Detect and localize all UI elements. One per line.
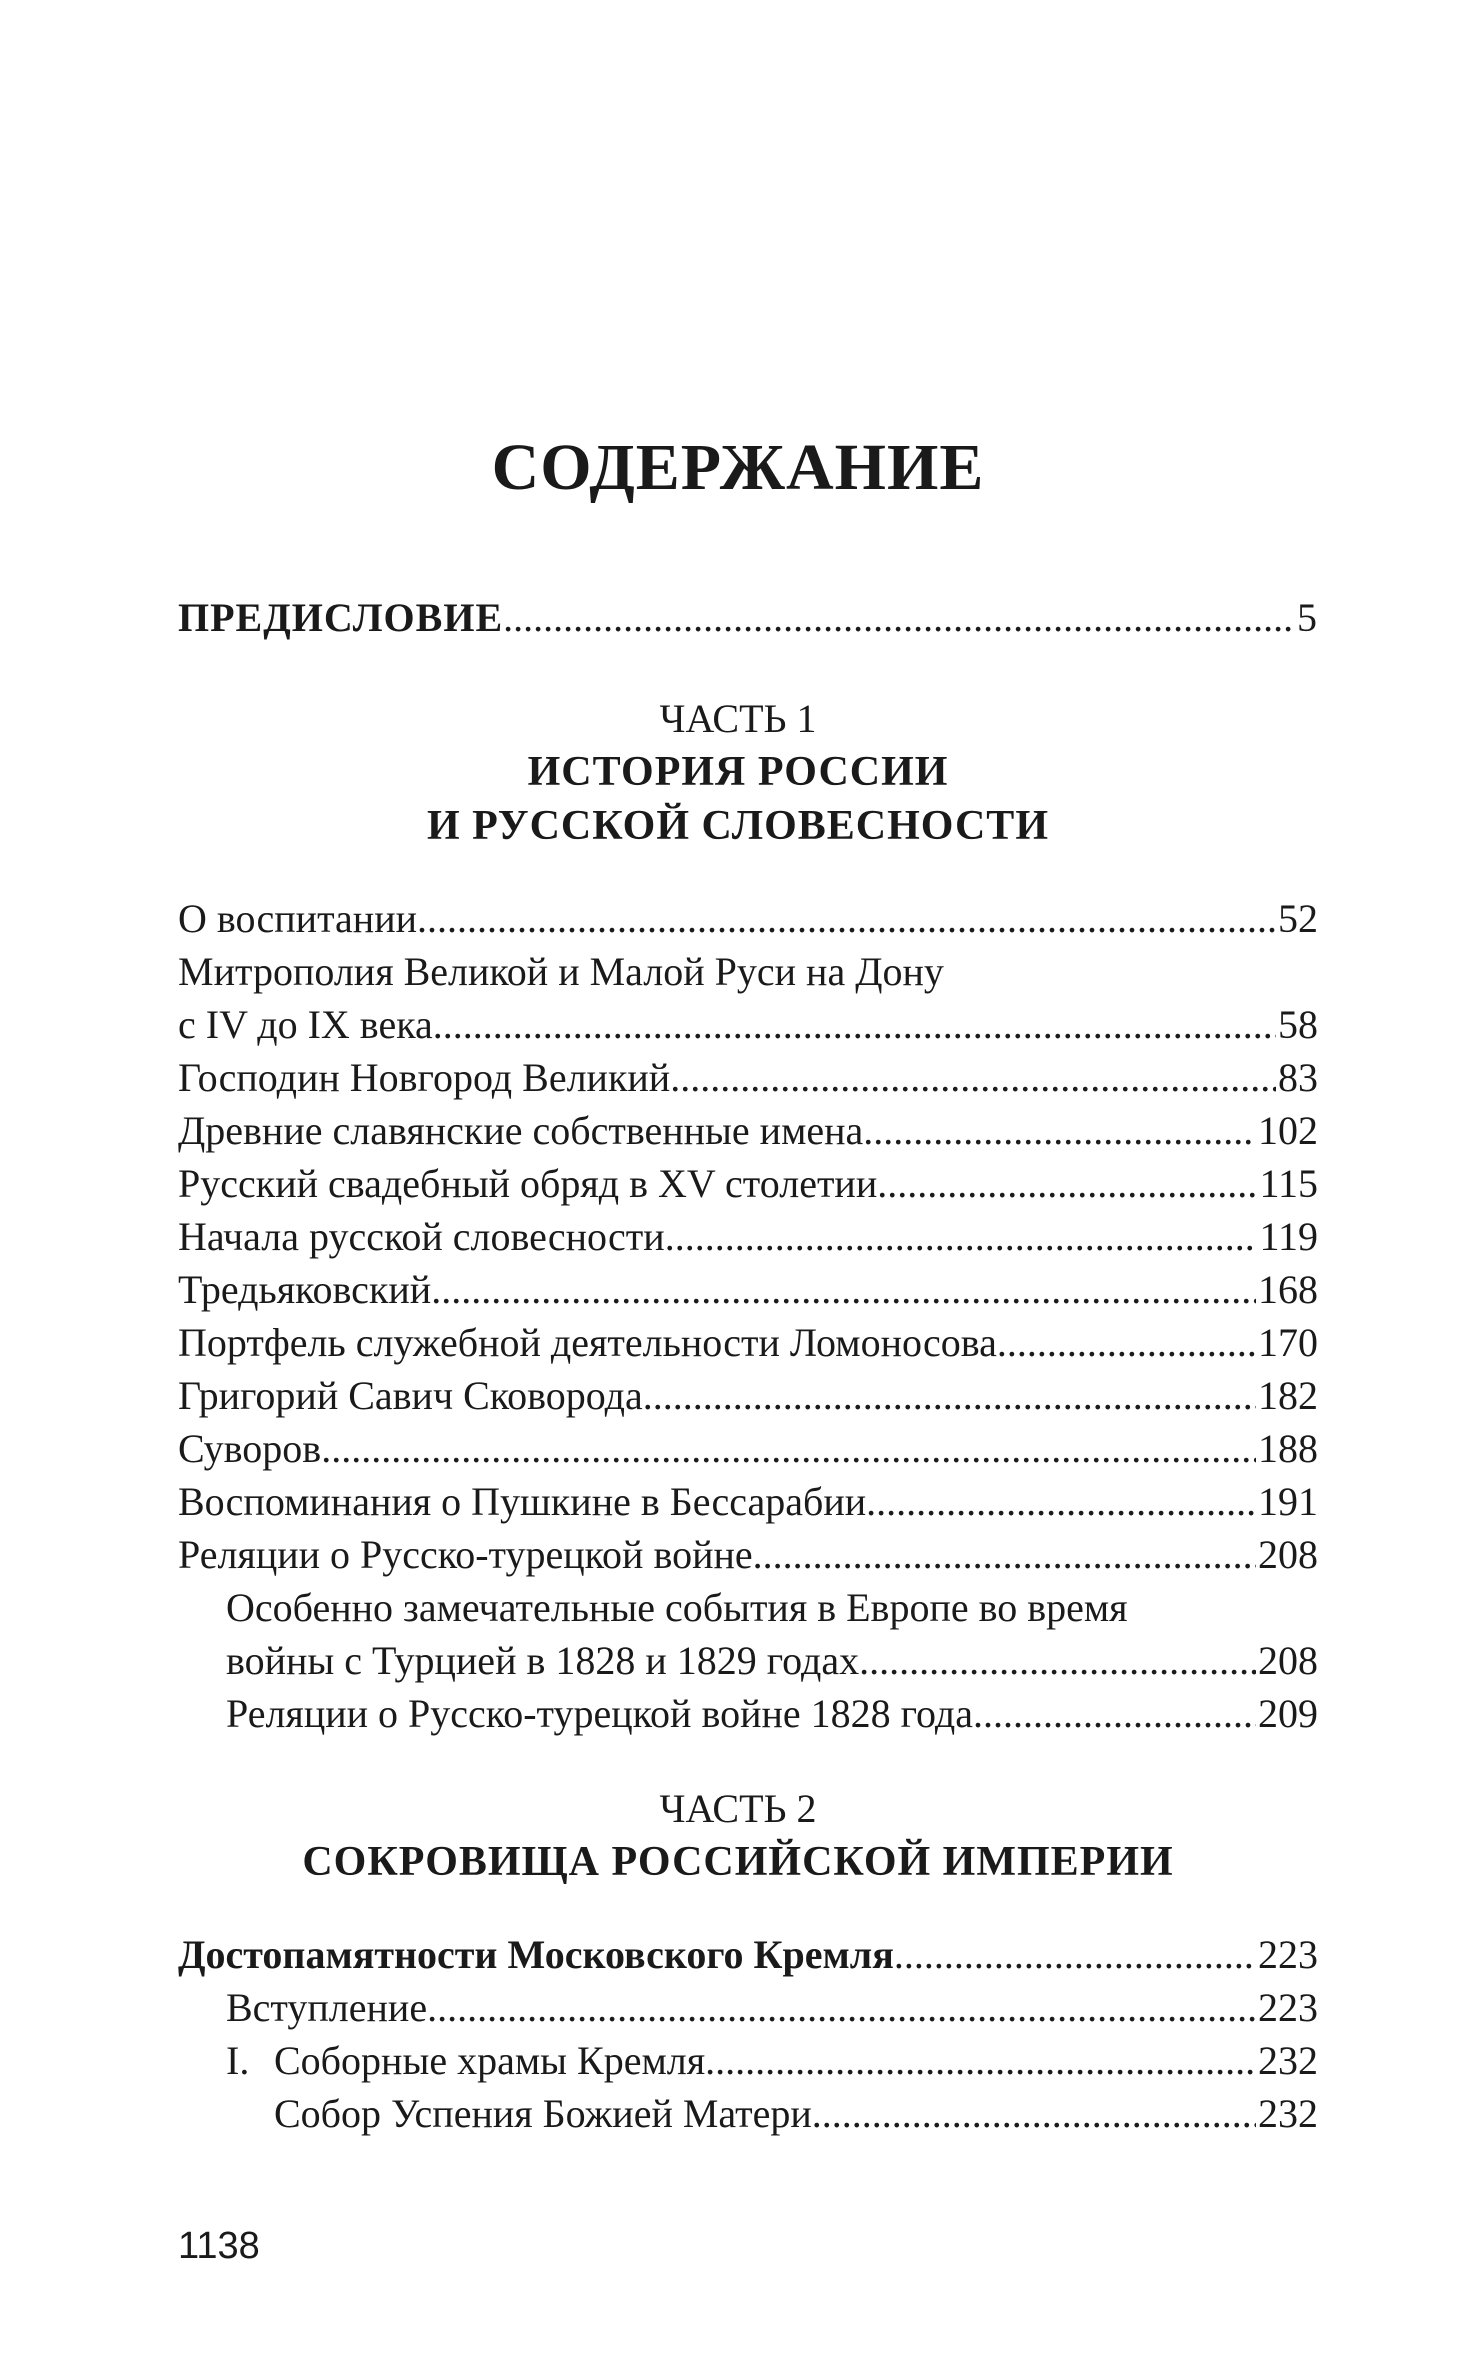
toc-entry[interactable] [178,1052,1318,1104]
dot-leader [877,1158,1257,1210]
entry-page: 209 [1258,1691,1318,1736]
entry-text: Русский свадебный обряд в XV столетии [178,1161,878,1206]
dot-leader [812,2088,1256,2140]
entry-text: Реляции о Русско-турецкой войне [178,1532,753,1577]
toc-entry[interactable] [178,1317,1318,1369]
entry-page: 58 [1278,1002,1318,1047]
dot-leader [863,1105,1256,1157]
dot-leader [321,1423,1256,1475]
entry-page: 102 [1258,1108,1318,1153]
dot-leader [894,1929,1256,1981]
dot-leader [643,1370,1256,1422]
entry-text: Воспоминания о Пушкине в Бессарабии [178,1479,867,1524]
dot-leader [866,1476,1256,1528]
dot-leader [859,1635,1256,1687]
entry-page: 83 [1278,1055,1318,1100]
dot-leader [670,1052,1276,1104]
toc-entry[interactable] [178,1264,1318,1316]
toc-subentry[interactable] [226,2035,1318,2087]
dot-leader [997,1317,1256,1369]
entry-text: Портфель служебной деятельности Ломоносова [178,1320,997,1365]
entry-number: I. [226,2038,250,2083]
entry-page: 232 [1258,2038,1318,2083]
entry-text: Вступление [226,1985,428,2030]
toc-entry[interactable] [178,1158,1318,1210]
entry-page: 115 [1259,1161,1318,1206]
entry-text: Особенно замечательные события в Европе во время [226,1585,1128,1630]
entry-page: 52 [1278,896,1318,941]
entry-text: Начала русской словесности [178,1214,665,1259]
page-title: СОДЕРЖАНИЕ [491,431,985,504]
part1-title-line2: И РУССКОЙ СЛОВЕСНОСТИ [427,803,1049,849]
entry-text: войны с Турцией в 1828 и 1829 годах [226,1638,860,1683]
entry-text: Григорий Савич Сковорода [178,1373,643,1418]
toc-subentry[interactable] [274,2088,1318,2140]
entry-text: Соборные храмы Кремля [274,2038,706,2083]
entry-text: Собор Успения Божией Матери [274,2091,812,2136]
entry-page: 182 [1258,1373,1318,1418]
dot-leader [973,1688,1256,1740]
entry-page: 223 [1258,1932,1318,1977]
toc-entry[interactable] [178,1105,1318,1157]
toc-entry[interactable] [178,946,1318,998]
part2-label: ЧАСТЬ 2 [659,1786,817,1831]
entry-page: 168 [1258,1267,1318,1312]
toc-subentry[interactable] [226,1635,1318,1687]
toc-entry[interactable] [178,893,1318,945]
entry-text: с IV до IX века [178,1002,433,1047]
toc-entry[interactable] [178,999,1318,1051]
entry-text: О воспитании [178,896,418,941]
toc-entry[interactable] [178,1529,1318,1581]
entry-text: Суворов [178,1426,322,1471]
entry-page: 170 [1258,1320,1318,1365]
part1-label: ЧАСТЬ 1 [659,696,817,741]
entry-page: 232 [1258,2091,1318,2136]
entry-text: Митрополия Великой и Малой Руси на Дону [178,949,944,994]
entry-page: 188 [1258,1426,1318,1471]
entry-page: 5 [1297,595,1318,640]
toc-entry[interactable] [178,1211,1318,1263]
entry-text: Достопамятности Московского Кремля [178,1932,894,1977]
toc-entry[interactable] [178,1476,1318,1528]
entry-page: 208 [1258,1638,1318,1683]
toc-subentry[interactable] [226,1982,1318,2034]
entry-page: 208 [1258,1532,1318,1577]
entry-text: Реляции о Русско-турецкой войне 1828 года [226,1691,973,1736]
dot-leader [433,999,1276,1051]
entry-page: 119 [1259,1214,1318,1259]
entry-text: ПРЕДИСЛОВИЕ [178,595,504,640]
entry-text: Тредьяковский [178,1267,432,1312]
dot-leader [427,1982,1256,2034]
dot-leader [753,1529,1256,1581]
dot-leader [665,1211,1258,1263]
entry-text: Господин Новгород Великий [178,1055,671,1100]
dot-leader [431,1264,1256,1316]
part1-title-line1: ИСТОРИЯ РОССИИ [527,749,949,795]
toc-entry-preface[interactable] [178,592,1318,644]
entry-text: Древние славянские собственные имена [178,1108,864,1153]
toc-subentry[interactable] [226,1582,1318,1634]
dot-leader [417,893,1276,945]
dot-leader [503,592,1295,644]
toc-subentry[interactable] [226,1688,1318,1740]
part2-title: СОКРОВИЩА РОССИЙСКОЙ ИМПЕРИИ [302,1839,1174,1885]
entry-page: 191 [1258,1479,1318,1524]
toc-entry[interactable] [178,1929,1318,1981]
dot-leader [705,2035,1256,2087]
toc-entry[interactable] [178,1423,1318,1475]
page-number: 1138 [178,2225,260,2267]
entry-page: 223 [1258,1985,1318,2030]
toc-entry[interactable] [178,1370,1318,1422]
